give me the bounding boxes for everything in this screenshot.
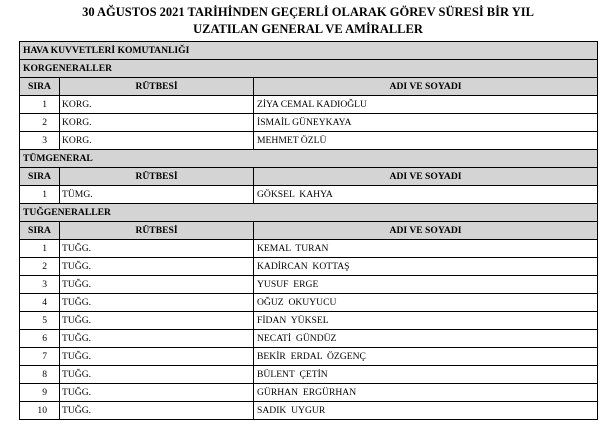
row-rank: TUĞG. — [60, 258, 254, 276]
section-header-row — [20, 150, 598, 168]
row-name: MEHMET ÖZLÜ — [254, 132, 598, 150]
table-row — [20, 96, 598, 114]
row-name: KEMAL TURAN — [254, 240, 598, 258]
table-row — [20, 312, 598, 330]
row-number: 7 — [20, 348, 60, 366]
col-header-rank: RÜTBESİ — [60, 78, 254, 96]
document-subtitle: UZATILAN GENERAL VE AMİRALLER — [193, 22, 423, 36]
column-header-row — [20, 78, 598, 96]
row-number: 6 — [20, 330, 60, 348]
col-header-name: ADI VE SOYADI — [254, 222, 598, 240]
row-rank: KORG. — [60, 114, 254, 132]
row-number: 2 — [20, 114, 60, 132]
table-row — [20, 132, 598, 150]
generals-table — [19, 41, 598, 420]
table-row — [20, 384, 598, 402]
row-number: 2 — [20, 258, 60, 276]
row-rank: TUĞG. — [60, 402, 254, 420]
row-rank: TUĞG. — [60, 240, 254, 258]
row-number: 4 — [20, 294, 60, 312]
col-header-rank: RÜTBESİ — [60, 222, 254, 240]
row-number: 9 — [20, 384, 60, 402]
table-row — [20, 348, 598, 366]
row-name: OĞUZ OKUYUCU — [254, 294, 598, 312]
section-heading: KORGENERALLER — [20, 60, 598, 78]
col-header-name: ADI VE SOYADI — [254, 78, 598, 96]
section-heading: TÜMGENERAL — [20, 150, 598, 168]
row-name: İSMAİL GÜNEYKAYA — [254, 114, 598, 132]
row-rank: TUĞG. — [60, 330, 254, 348]
row-number: 5 — [20, 312, 60, 330]
table-row — [20, 276, 598, 294]
row-name: SADIK UYGUR — [254, 402, 598, 420]
col-header-no: SIRA — [20, 168, 60, 186]
command-header-row — [20, 42, 598, 60]
col-header-rank: RÜTBESİ — [60, 168, 254, 186]
row-rank: TUĞG. — [60, 366, 254, 384]
column-header-row — [20, 222, 598, 240]
section-header-row — [20, 60, 598, 78]
table-row — [20, 258, 598, 276]
row-number: 3 — [20, 276, 60, 294]
row-name: NECATİ GÜNDÜZ — [254, 330, 598, 348]
table-row — [20, 294, 598, 312]
col-header-name: ADI VE SOYADI — [254, 168, 598, 186]
table-row — [20, 402, 598, 420]
row-name: GÖKSEL KAHYA — [254, 186, 598, 204]
table-row — [20, 114, 598, 132]
row-number: 1 — [20, 96, 60, 114]
row-rank: TUĞG. — [60, 348, 254, 366]
row-name: YUSUF ERGE — [254, 276, 598, 294]
table-row — [20, 366, 598, 384]
section-heading: TUĞGENERALLER — [20, 204, 598, 222]
row-rank: TÜMG. — [60, 186, 254, 204]
col-header-no: SIRA — [20, 222, 60, 240]
row-name: BEKİR ERDAL ÖZGENÇ — [254, 348, 598, 366]
row-rank: TUĞG. — [60, 312, 254, 330]
table-row — [20, 240, 598, 258]
row-name: GÜRHAN ERGÜRHAN — [254, 384, 598, 402]
section-header-row — [20, 204, 598, 222]
column-header-row — [20, 168, 598, 186]
row-rank: TUĞG. — [60, 294, 254, 312]
row-number: 1 — [20, 186, 60, 204]
row-rank: TUĞG. — [60, 276, 254, 294]
table-row — [20, 186, 598, 204]
row-rank: KORG. — [60, 96, 254, 114]
row-name: KADİRCAN KOTTAŞ — [254, 258, 598, 276]
row-number: 8 — [20, 366, 60, 384]
table-row — [20, 330, 598, 348]
row-name: BÜLENT ÇETİN — [254, 366, 598, 384]
row-rank: KORG. — [60, 132, 254, 150]
col-header-no: SIRA — [20, 78, 60, 96]
row-name: ZİYA CEMAL KADIOĞLU — [254, 96, 598, 114]
row-number: 3 — [20, 132, 60, 150]
command-name: HAVA KUVVETLERİ KOMUTANLIĞI — [20, 42, 598, 60]
document-title: 30 AĞUSTOS 2021 TARİHİNDEN GEÇERLİ OLARAK GÖREV SÜRESİ BİR YIL — [82, 5, 534, 19]
row-number: 1 — [20, 240, 60, 258]
row-rank: TUĞG. — [60, 384, 254, 402]
row-name: FİDAN YÜKSEL — [254, 312, 598, 330]
row-number: 10 — [20, 402, 60, 420]
